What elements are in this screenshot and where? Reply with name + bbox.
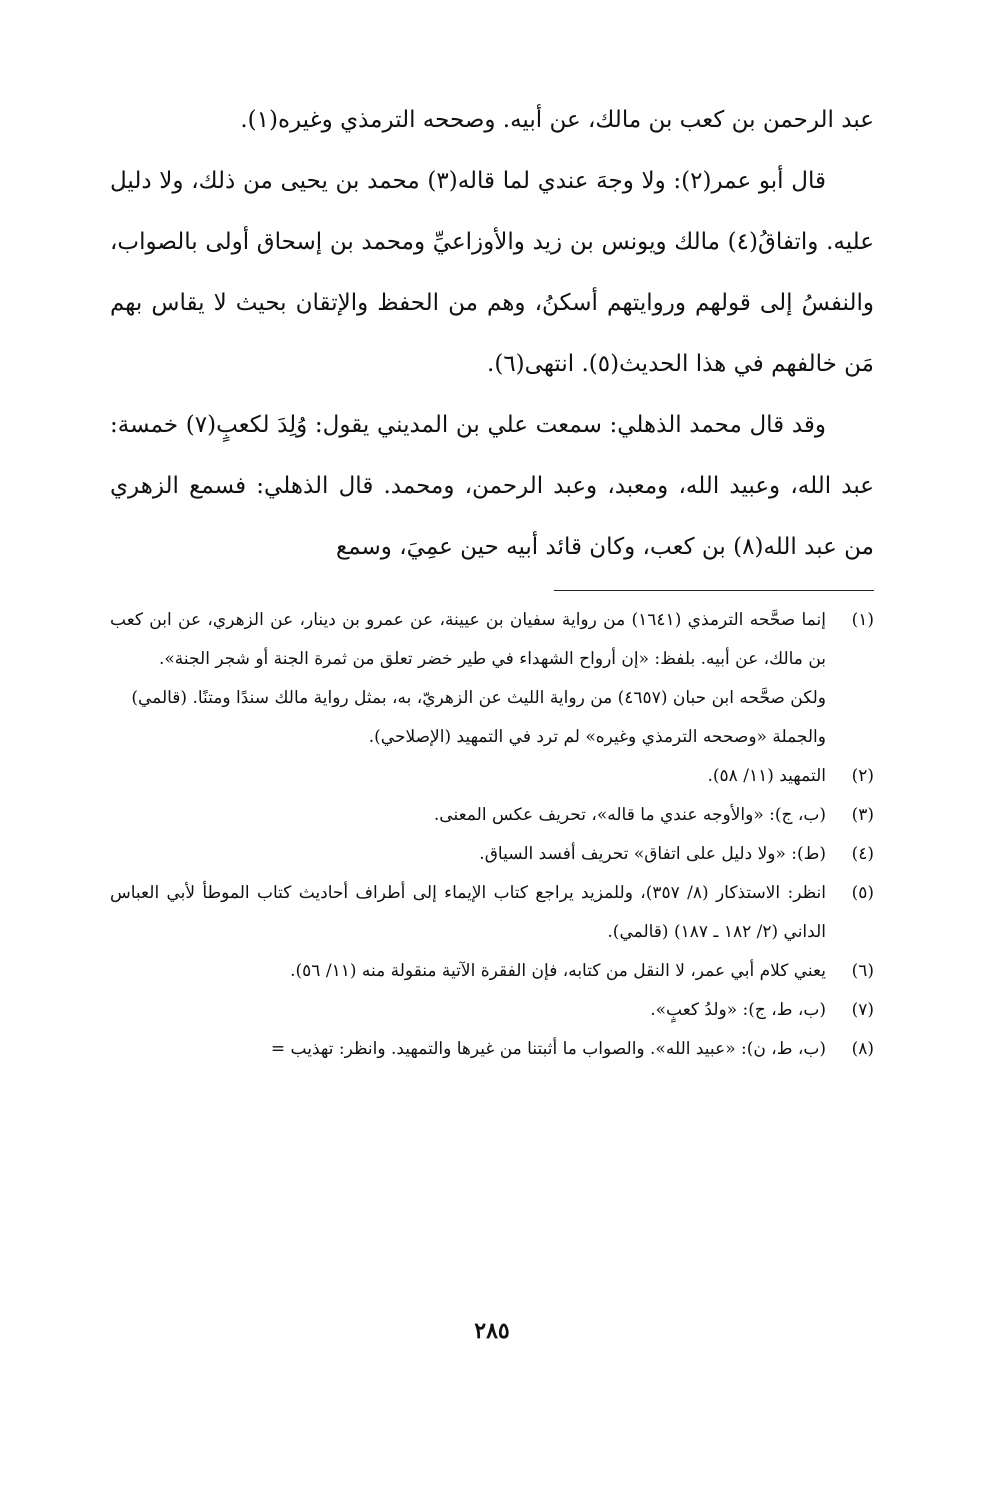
footnote-number: (٢) [851, 766, 874, 786]
main-text [110, 90, 874, 578]
footnote-6 [110, 952, 874, 991]
footnote-3 [110, 796, 874, 835]
footnote-number: (٨) [851, 1039, 874, 1059]
footnote-5 [110, 874, 874, 952]
footnote-number: (٥) [851, 883, 874, 903]
footnotes [110, 601, 874, 1069]
paragraph-1: عبد الرحمن بن كعب بن مالك، عن أبيه. وصححه الترمذي وغيره(١). [240, 107, 874, 133]
footnote-text: (ب، ط، ج): «ولدُ كعبٍ». [650, 1000, 826, 1020]
footnote-text: (ب، ط، ن): «عبيد الله». والصواب ما أثبتنا من غيرها والتمهيد. وانظر: تهذيب = [270, 1039, 826, 1059]
footnote-8 [110, 1030, 874, 1069]
footnote-7 [110, 991, 874, 1030]
footnote-1-continuation-2: والجملة «وصححه الترمذي وغيره» لم ترد في التمهيد (الإصلاحي). [368, 727, 826, 747]
page-body [110, 90, 874, 1069]
footnote-text: إنما صحَّحه الترمذي (١٦٤١) من رواية سفيان بن عيينة، عن عمرو بن دينار، عن الزهري، عن ابن كعب بن مالك، عن أبيه. بلفظ: «إن أرواح الشهداء في طير خضر تعلق من ثمرة الجنة أو شجر الجنة». [110, 610, 826, 669]
footnote-number: (٣) [851, 805, 874, 825]
footnote-number: (٤) [851, 844, 874, 864]
footnote-2 [110, 757, 874, 796]
footnote-number: (١) [851, 610, 874, 630]
paragraph-2: قال أبو عمر(٢): ولا وجهَ عندي لما قاله(٣) محمد بن يحيى من ذلك، ولا دليل عليه. واتفاقُ(٤) مالك ويونس بن زيد والأوزاعيِّ ومحمد بن إسحاق أولى بالصواب، والنفسُ إلى قولهم وروايتهم أسكنُ، وهم من الحفظ والإتقان بحيث لا يقاس بهم مَن خالفهم في هذا الحديث(٥). انتهى(٦). [110, 168, 874, 377]
footnote-text: يعني كلام أبي عمر، لا النقل من كتابه، فإن الفقرة الآتية منقولة منه (١١/ ٥٦). [290, 961, 826, 981]
footnote-number: (٧) [851, 1000, 874, 1020]
footnote-text: (ط): «ولا دليل على اتفاق» تحريف أفسد السياق. [479, 844, 826, 864]
footnote-divider [554, 590, 874, 591]
footnote-4 [110, 835, 874, 874]
footnote-text: (ب، ج): «والأوجه عندي ما قاله»، تحريف عكس المعنى. [433, 805, 826, 825]
footnote-text: انظر: الاستذكار (٨/ ٣٥٧)، وللمزيد يراجع كتاب الإيماء إلى أطراف أحاديث كتاب الموطأ لأبي العباس الداني (٢/ ١٨٢ ـ ١٨٧) (قالمي). [110, 883, 826, 942]
page-number: ٢٨٥ [474, 1318, 510, 1344]
paragraph-3: وقد قال محمد الذهلي: سمعت علي بن المديني يقول: وُلِدَ لكعبٍ(٧) خمسة: عبد الله، وعبيد الله، ومعبد، وعبد الرحمن، ومحمد. قال الذهلي: فسمع الزهري من عبد الله(٨) بن كعب، وكان قائد أبيه حين عمِيَ، وسمع [110, 412, 874, 560]
footnote-text: التمهيد (١١/ ٥٨). [707, 766, 826, 786]
footnote-1-continuation: ولكن صحَّحه ابن حبان (٤٦٥٧) من رواية الليث عن الزهريّ، به، بمثل رواية مالك سندًا ومتنًا. (قالمي) [131, 688, 826, 708]
footnote-number: (٦) [851, 961, 874, 981]
footnote-1 [110, 601, 874, 679]
